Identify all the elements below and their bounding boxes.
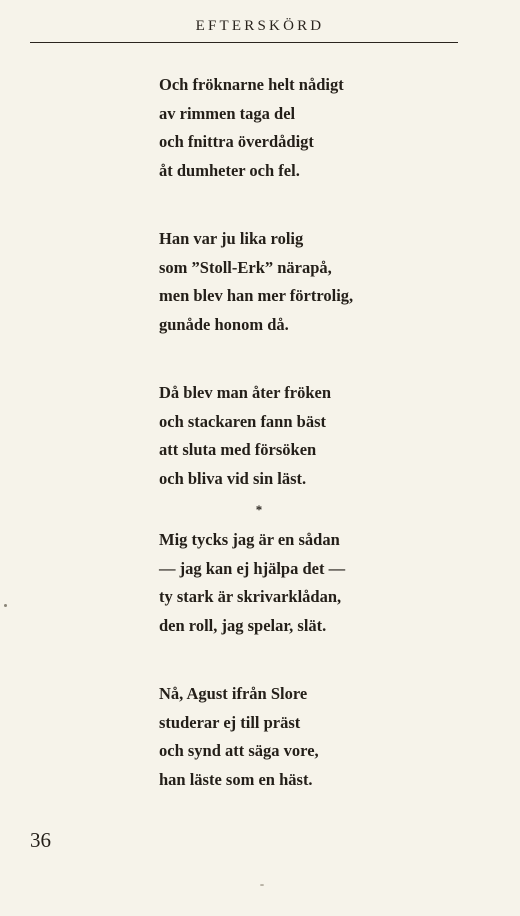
poem-line: gunåde honom då. [159,314,289,334]
section-divider-asterisk: * [255,502,263,517]
stanza-2 [159,225,479,339]
page-number: 36 [30,828,51,852]
paper-speck [4,604,7,607]
poem-line: ty stark är skrivarklådan, [159,587,342,606]
header-rule [30,42,458,43]
poem-line: men blev han mer förtrolig, [159,286,354,305]
stanza-5 [159,680,479,794]
poem-line: studerar ej till präst [159,712,301,732]
poem-line: Och fröknarne helt nådigt [159,75,344,94]
poem-line: och fnittra överdådigt [159,132,314,151]
poem-line: han läste som en häst. [159,769,313,789]
stanza-1 [159,71,479,185]
poem-line: och bliva vid sin läst. [159,468,307,488]
poem-line: att sluta med försöken [159,440,317,459]
poem-line: Han var ju lika rolig [159,229,304,248]
poem-line: den roll, jag spelar, slät. [159,615,327,635]
poem-line: av rimmen taga del [159,103,296,123]
poem-line: Nå, Agust ifrån Slore [159,684,308,703]
poem-line: som ”Stoll-Erk” närapå, [159,257,332,277]
poem-line: och stackaren fann bäst [159,411,327,431]
poem-line: Då blev man åter fröken [159,383,332,402]
poem-line: åt dumheter och fel. [159,160,300,180]
poem-line: — jag kan ej hjälpa det — [159,558,346,578]
poem-line: och synd att säga vore, [159,741,319,760]
stanza-3 [159,379,479,493]
poem-body [159,71,479,794]
paper-speck [260,884,264,886]
poem-line: Mig tycks jag är en sådan [159,530,340,549]
stanza-4 [159,526,479,640]
running-title: EFTERSKÖRD [195,18,325,34]
